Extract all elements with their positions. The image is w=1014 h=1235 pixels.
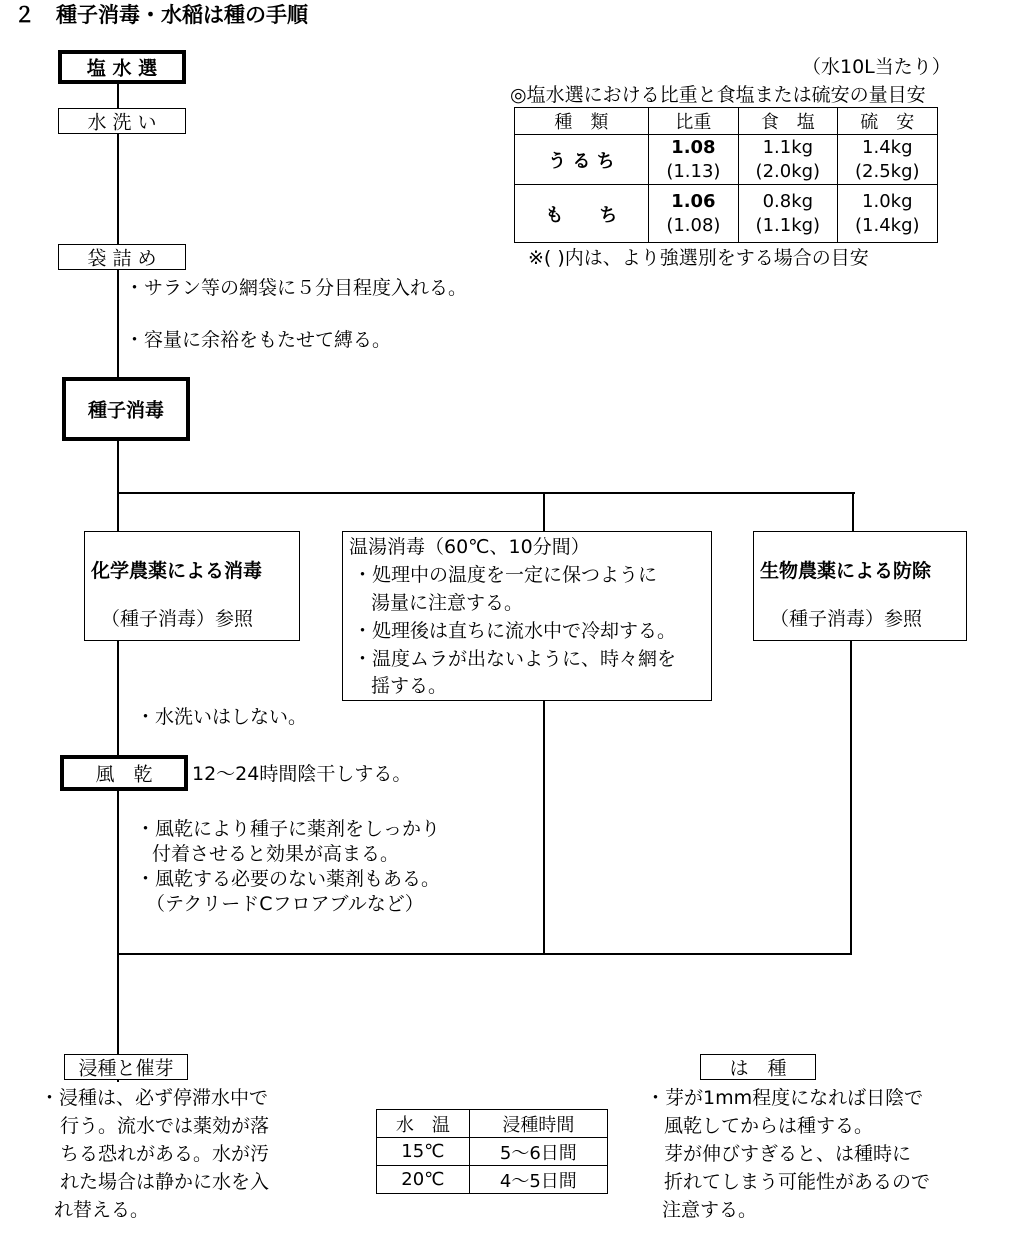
soak-note: れ替える。 xyxy=(54,1199,150,1221)
branch-line-center-bottom xyxy=(543,700,545,955)
table-row xyxy=(515,185,938,243)
step-label: 袋 詰 め xyxy=(87,247,157,270)
kind-cell: う る ち xyxy=(515,135,649,185)
value-strong: (1.4kg) xyxy=(855,214,920,236)
specific-gravity-cell xyxy=(648,135,738,185)
sowing-note: ・芽が1mm程度になれば日陰で xyxy=(646,1087,924,1109)
header-cell: 水 温 xyxy=(377,1110,470,1138)
header-cell: 食 塩 xyxy=(739,108,837,135)
soak-note: ちる恐れがある。水が汚 xyxy=(60,1143,270,1165)
branch-chemical xyxy=(84,531,300,641)
branch-join-line xyxy=(117,953,852,955)
no-wash-note: ・水洗いはしない。 xyxy=(136,706,308,728)
value-main: 1.06 xyxy=(671,190,716,212)
table-header-row xyxy=(515,108,938,135)
branch-line-right-bottom xyxy=(850,640,852,955)
step-label: は 種 xyxy=(729,1057,787,1080)
branch-line: 湯量に注意する。 xyxy=(371,592,524,614)
sowing-note: 注意する。 xyxy=(662,1199,758,1221)
soak-time-table xyxy=(376,1109,608,1194)
value-main: 1.1kg xyxy=(762,136,814,158)
step-label: 水 洗 い xyxy=(87,111,157,134)
branch-line-right-top xyxy=(852,492,854,532)
soak-note: れた場合は静かに水を入 xyxy=(60,1171,270,1193)
step-seed-disinfection xyxy=(62,377,190,441)
branch-biological xyxy=(753,531,967,641)
branch-line: 揺する。 xyxy=(371,675,448,697)
value-strong: (2.0kg) xyxy=(755,160,821,182)
value-main: 1.0kg xyxy=(862,190,913,212)
air-dry-duration: 12～24時間陰干しする。 xyxy=(192,763,412,785)
branch-title: 温湯消毒（60℃、10分間） xyxy=(349,536,590,558)
step-water-wash xyxy=(58,108,186,134)
value-main: 1.08 xyxy=(671,136,716,158)
value-strong: (2.5kg) xyxy=(855,160,920,182)
sowing-note: 折れてしまう可能性があるので xyxy=(664,1171,931,1193)
step-soak-germinate xyxy=(64,1054,188,1080)
branch-ref: （種子消毒）参照 xyxy=(101,608,254,630)
sowing-note: 芽が伸びすぎると、は種時に xyxy=(664,1143,912,1165)
step-label: 風 乾 xyxy=(95,763,153,786)
salt-table-caption: ◎塩水選における比重と食塩または硫安の量目安 xyxy=(510,84,926,106)
value-strong: (1.08) xyxy=(666,214,721,236)
salt-cell xyxy=(739,185,837,243)
header-cell: 比重 xyxy=(648,108,738,135)
header-cell: 硫 安 xyxy=(837,108,937,135)
value-strong: (1.13) xyxy=(666,160,721,182)
branch-line-center-top xyxy=(543,492,545,532)
air-dry-note: 付着させると効果が高まる。 xyxy=(152,843,400,865)
bagging-note-2: ・容量に余裕をもたせて縛る。 xyxy=(125,329,392,351)
value-main: 0.8kg xyxy=(762,190,814,212)
branch-hot-water xyxy=(342,531,712,701)
value-strong: (1.1kg) xyxy=(755,214,821,236)
step-bagging xyxy=(58,244,186,270)
air-dry-note: （テクリードCフロアブルなど） xyxy=(146,893,424,915)
sowing-note: 風乾してからは種する。 xyxy=(664,1115,874,1137)
table-row xyxy=(377,1138,608,1166)
air-dry-note: ・風乾により種子に薬剤をしっかり xyxy=(136,818,441,840)
ammonium-cell xyxy=(837,135,937,185)
specific-gravity-cell xyxy=(648,185,738,243)
soak-note: 行う。流水では薬効が落 xyxy=(60,1115,270,1137)
temp-cell: 20℃ xyxy=(377,1166,470,1194)
days-cell: 4～5日間 xyxy=(469,1166,607,1194)
branch-line: ・処理後は直ちに流水中で冷却する。 xyxy=(353,620,677,642)
salt-table-unit: （水10L当たり） xyxy=(802,56,951,78)
days-cell: 5～6日間 xyxy=(469,1138,607,1166)
table-row xyxy=(515,135,938,185)
salt-cell xyxy=(739,135,837,185)
header-cell: 種 類 xyxy=(515,108,649,135)
step-label: 浸種と催芽 xyxy=(78,1057,174,1080)
air-dry-note: ・風乾する必要のない薬剤もある。 xyxy=(136,868,441,890)
ammonium-cell xyxy=(837,185,937,243)
step-label: 塩 水 選 xyxy=(86,57,158,80)
branch-top-line xyxy=(117,492,855,494)
kind-cell: も ち xyxy=(515,185,649,243)
page-title: ２ 種子消毒・水稲は種の手順 xyxy=(14,3,308,27)
branch-title: 生物農薬による防除 xyxy=(760,560,932,582)
branch-line: ・処理中の温度を一定に保つように xyxy=(353,564,658,586)
step-salt-water-selection xyxy=(58,50,186,84)
step-label: 種子消毒 xyxy=(87,399,164,422)
header-cell: 浸種時間 xyxy=(469,1110,607,1138)
table-row xyxy=(377,1166,608,1194)
bagging-note-1: ・サラン等の網袋に５分目程度入れる。 xyxy=(125,277,468,299)
branch-line: ・温度ムラが出ないように、時々網を xyxy=(353,648,677,670)
salt-ratio-table xyxy=(514,107,938,243)
salt-table-footnote: ※( )内は、より強選別をする場合の目安 xyxy=(528,247,869,269)
temp-cell: 15℃ xyxy=(377,1138,470,1166)
soak-note: ・浸種は、必ず停滞水中で xyxy=(40,1087,269,1109)
table-header-row xyxy=(377,1110,608,1138)
branch-title: 化学農薬による消毒 xyxy=(91,560,263,582)
value-main: 1.4kg xyxy=(862,136,913,158)
step-air-dry xyxy=(60,755,188,791)
branch-ref: （種子消毒）参照 xyxy=(770,608,923,630)
step-sowing xyxy=(700,1054,816,1080)
